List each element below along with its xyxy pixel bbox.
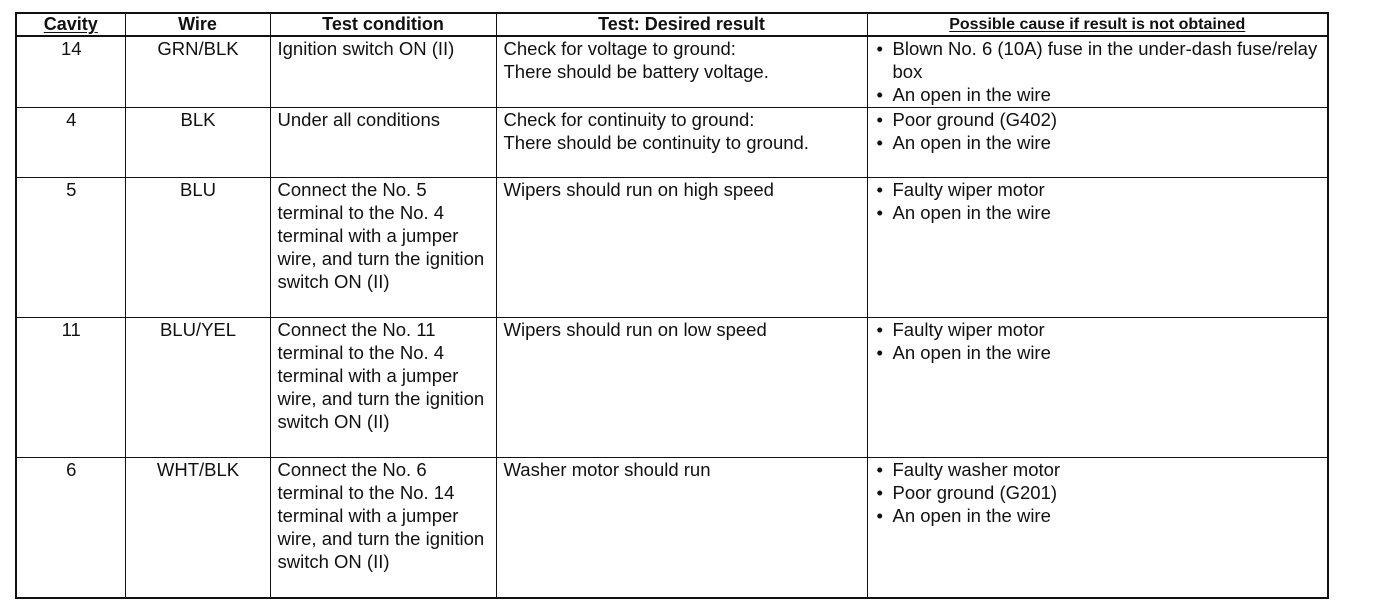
table-row	[16, 107, 1328, 177]
wire-cell: BLU	[125, 177, 270, 317]
cavity-cell: 14	[16, 36, 125, 107]
cause-list	[875, 178, 1322, 224]
cause-item: • Poor ground (G201)	[875, 481, 1322, 504]
condition-cell: Connect the No. 11 terminal to the No. 4 terminal with a jumper wire, and turn the ignition switch ON (II)	[270, 317, 496, 457]
cavity-cell: 11	[16, 317, 125, 457]
wire-cell: GRN/BLK	[125, 36, 270, 107]
cavity-cell: 5	[16, 177, 125, 317]
cause-item: • Faulty wiper motor	[875, 318, 1322, 341]
cause-item: • Faulty wiper motor	[875, 178, 1322, 201]
header-wire: Wire	[125, 13, 270, 36]
cause-cell	[867, 36, 1328, 107]
condition-cell: Under all conditions	[270, 107, 496, 177]
header-test-condition: Test condition	[270, 13, 496, 36]
cavity-cell: 6	[16, 457, 125, 598]
cause-item: • Faulty washer motor	[875, 458, 1322, 481]
cause-cell	[867, 177, 1328, 317]
condition-cell: Ignition switch ON (II)	[270, 36, 496, 107]
condition-cell: Connect the No. 6 terminal to the No. 14 terminal with a jumper wire, and turn the ignition switch ON (II)	[270, 457, 496, 598]
connector-test-table	[15, 12, 1329, 599]
cause-item: • An open in the wire	[875, 201, 1322, 224]
wire-cell: BLU/YEL	[125, 317, 270, 457]
header-row	[16, 13, 1328, 36]
wire-cell: BLK	[125, 107, 270, 177]
cause-item: • An open in the wire	[875, 341, 1322, 364]
table-row	[16, 36, 1328, 107]
table-row	[16, 457, 1328, 598]
result-cell: Wipers should run on high speed	[496, 177, 867, 317]
condition-cell: Connect the No. 5 terminal to the No. 4 terminal with a jumper wire, and turn the ignition switch ON (II)	[270, 177, 496, 317]
cause-item: • An open in the wire	[875, 504, 1322, 527]
table-row	[16, 177, 1328, 317]
cause-item: • Blown No. 6 (10A) fuse in the under-dash fuse/relay box	[875, 37, 1322, 83]
result-cell: Check for voltage to ground: There should be battery voltage.	[496, 36, 867, 107]
cause-list	[875, 108, 1322, 154]
header-possible-cause: Possible cause if result is not obtained	[867, 13, 1328, 36]
cause-cell	[867, 457, 1328, 598]
cause-list	[875, 37, 1322, 107]
cause-item: • An open in the wire	[875, 131, 1322, 154]
result-cell: Washer motor should run	[496, 457, 867, 598]
table-row	[16, 317, 1328, 457]
cause-cell	[867, 107, 1328, 177]
cause-item: • Poor ground (G402)	[875, 108, 1322, 131]
cause-cell	[867, 317, 1328, 457]
header-cavity: Cavity	[16, 13, 125, 36]
cavity-cell: 4	[16, 107, 125, 177]
cause-list	[875, 318, 1322, 364]
result-cell: Wipers should run on low speed	[496, 317, 867, 457]
cause-item: • An open in the wire	[875, 83, 1322, 106]
wire-cell: WHT/BLK	[125, 457, 270, 598]
header-desired-result: Test: Desired result	[496, 13, 867, 36]
cause-list	[875, 458, 1322, 528]
result-cell: Check for continuity to ground: There should be continuity to ground.	[496, 107, 867, 177]
